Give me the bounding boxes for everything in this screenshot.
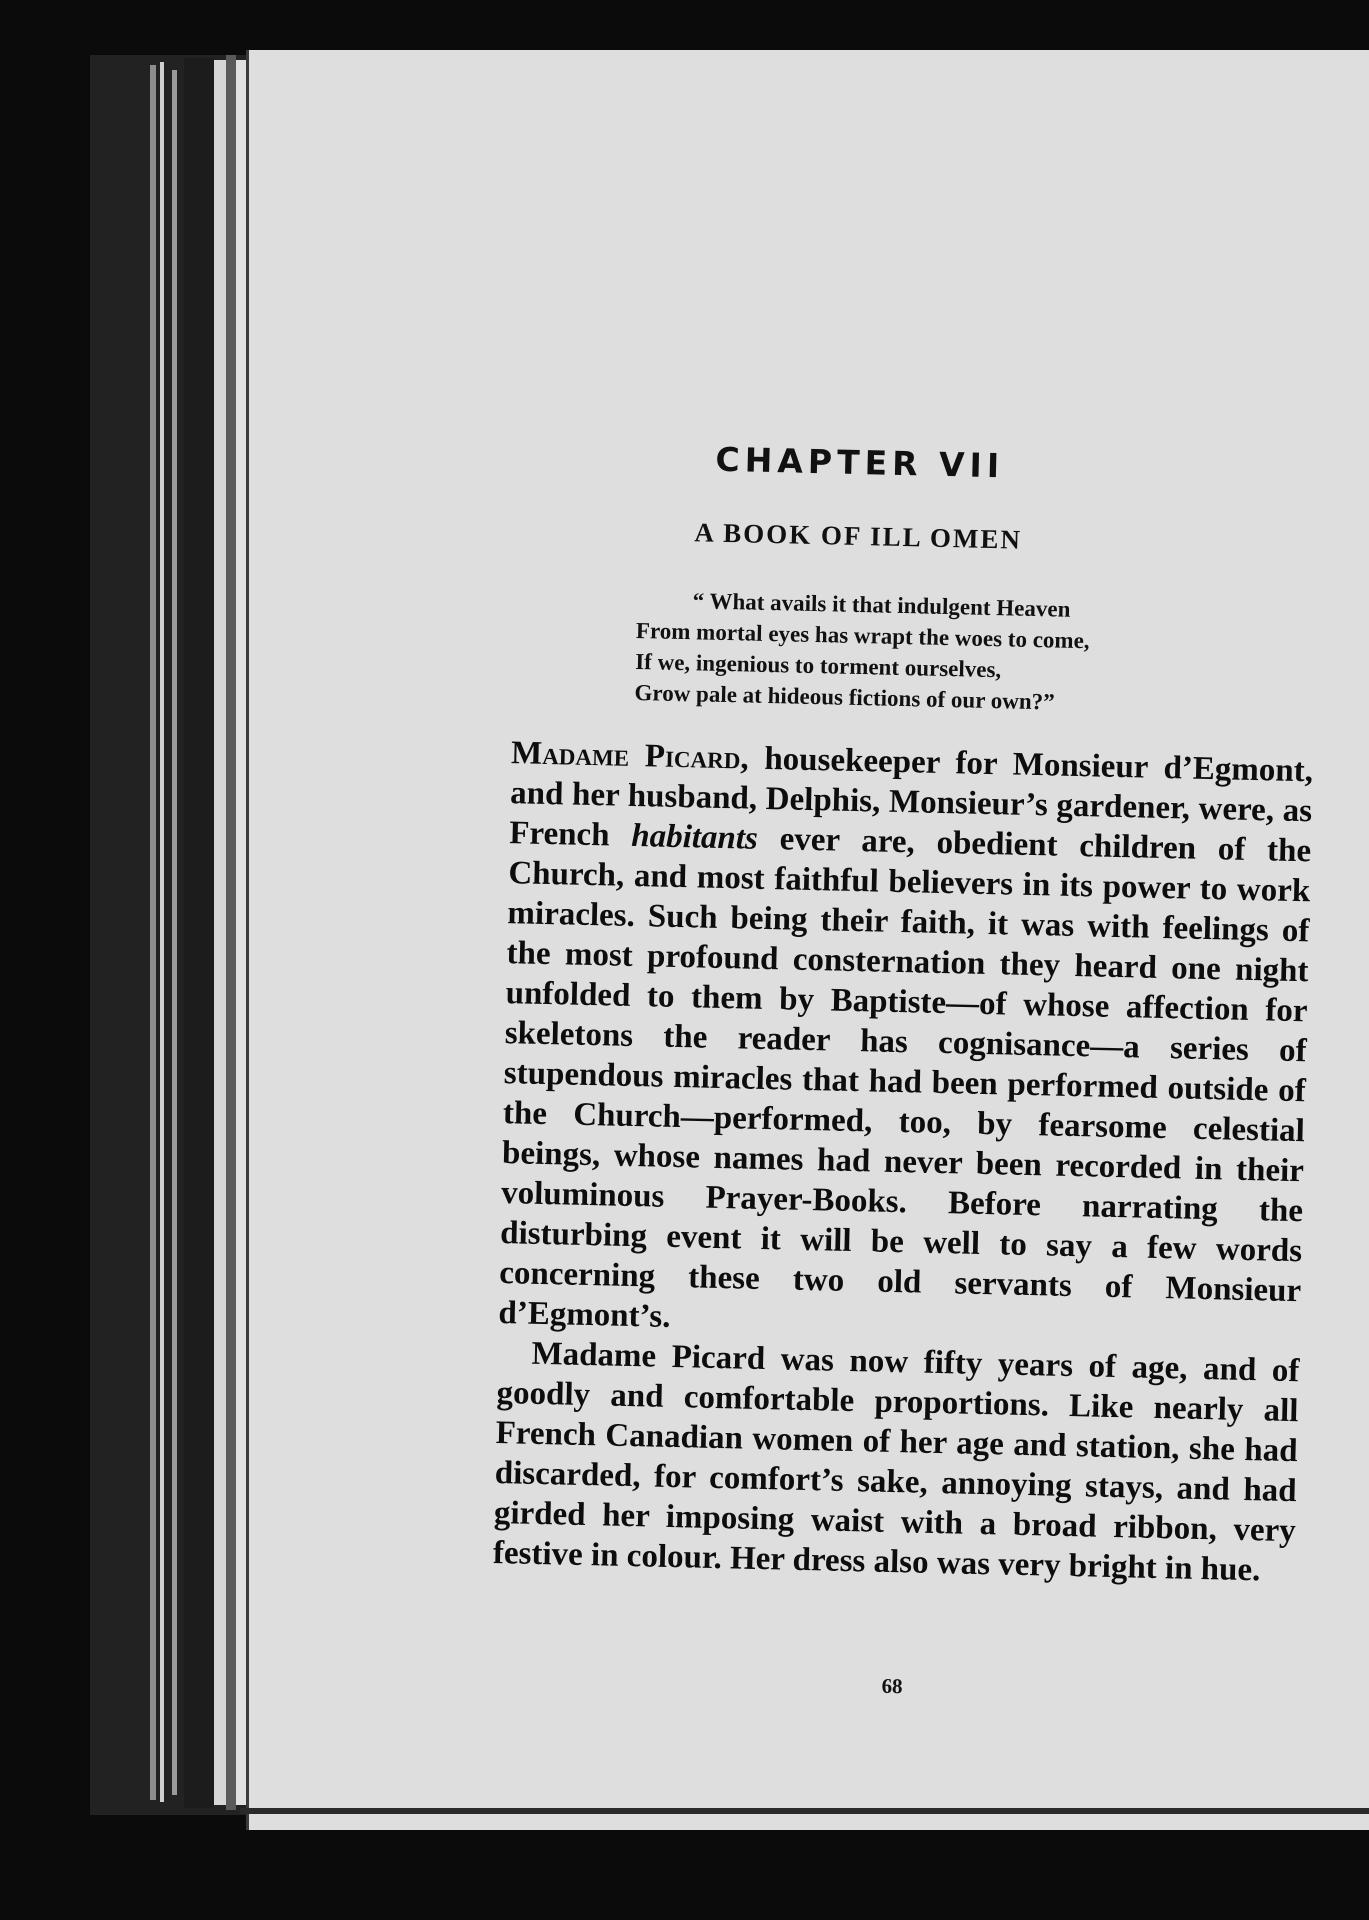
chapter-title: A BOOK OF ILL OMEN [694,517,1023,555]
page-content [229,37,1369,1842]
emphasis-text: habitants [630,817,759,857]
epigraph-line: If we, ingenious to torment ourselves, [634,648,1002,683]
page-edge [160,62,164,1802]
paragraph: Madame Picard was now fifty years of age, and of goodly and comfortable proportions. Like nearly all French Canadian women of her age and station, she had discarded, for comfort’s sake, annoying stays, and had girded her imposing waist with a broad ribbon, very festive in colour. Her dress also was very bright in hue. [492,1335,1300,1589]
epigraph-line: “ What avails it that indulgent Heaven [692,588,1071,622]
paragraph-text: ever are, obedient children of the Church, and most faithful believers in its power to work miracles. Such being their faith, it was with feelings of the most profound consternation they heard one night unfolded to them by Baptiste—of whose affection for skeletons the reader has cognisance—a series of stupendous miracles that had been performed outside of the Church—performed, too, by fearsome celestial beings, whose names had never been recorded in their voluminous Prayer-Books. Before narrating the disturbing event it will be well to say a few words concerning these two old servants of Monsieur d’Egmont’s. [498,820,1312,1335]
epigraph [634,584,1157,720]
page-bottom-edge [240,1808,1369,1814]
paragraph-text: housekeeper for Monsieur d’Egmont, and her husband, Delphis, Monsieur’s gardener, were, as French [508,740,1314,854]
paragraph [498,733,1313,1351]
page-number: 68 [881,1673,903,1699]
page-edge [150,65,156,1800]
page-edge [184,58,214,1808]
epigraph-line: Grow pale at hideous fictions of our own?” [634,679,1055,715]
epigraph-line: From mortal eyes has wrapt the woes to come, [635,617,1090,654]
paragraph-lead-name: Madame Picard, [510,735,750,777]
body-text [493,733,1314,1591]
chapter-number: CHAPTER VII [715,439,1005,486]
book-page [246,50,1369,1830]
page-edge [214,60,226,1805]
page-edge [172,70,177,1795]
